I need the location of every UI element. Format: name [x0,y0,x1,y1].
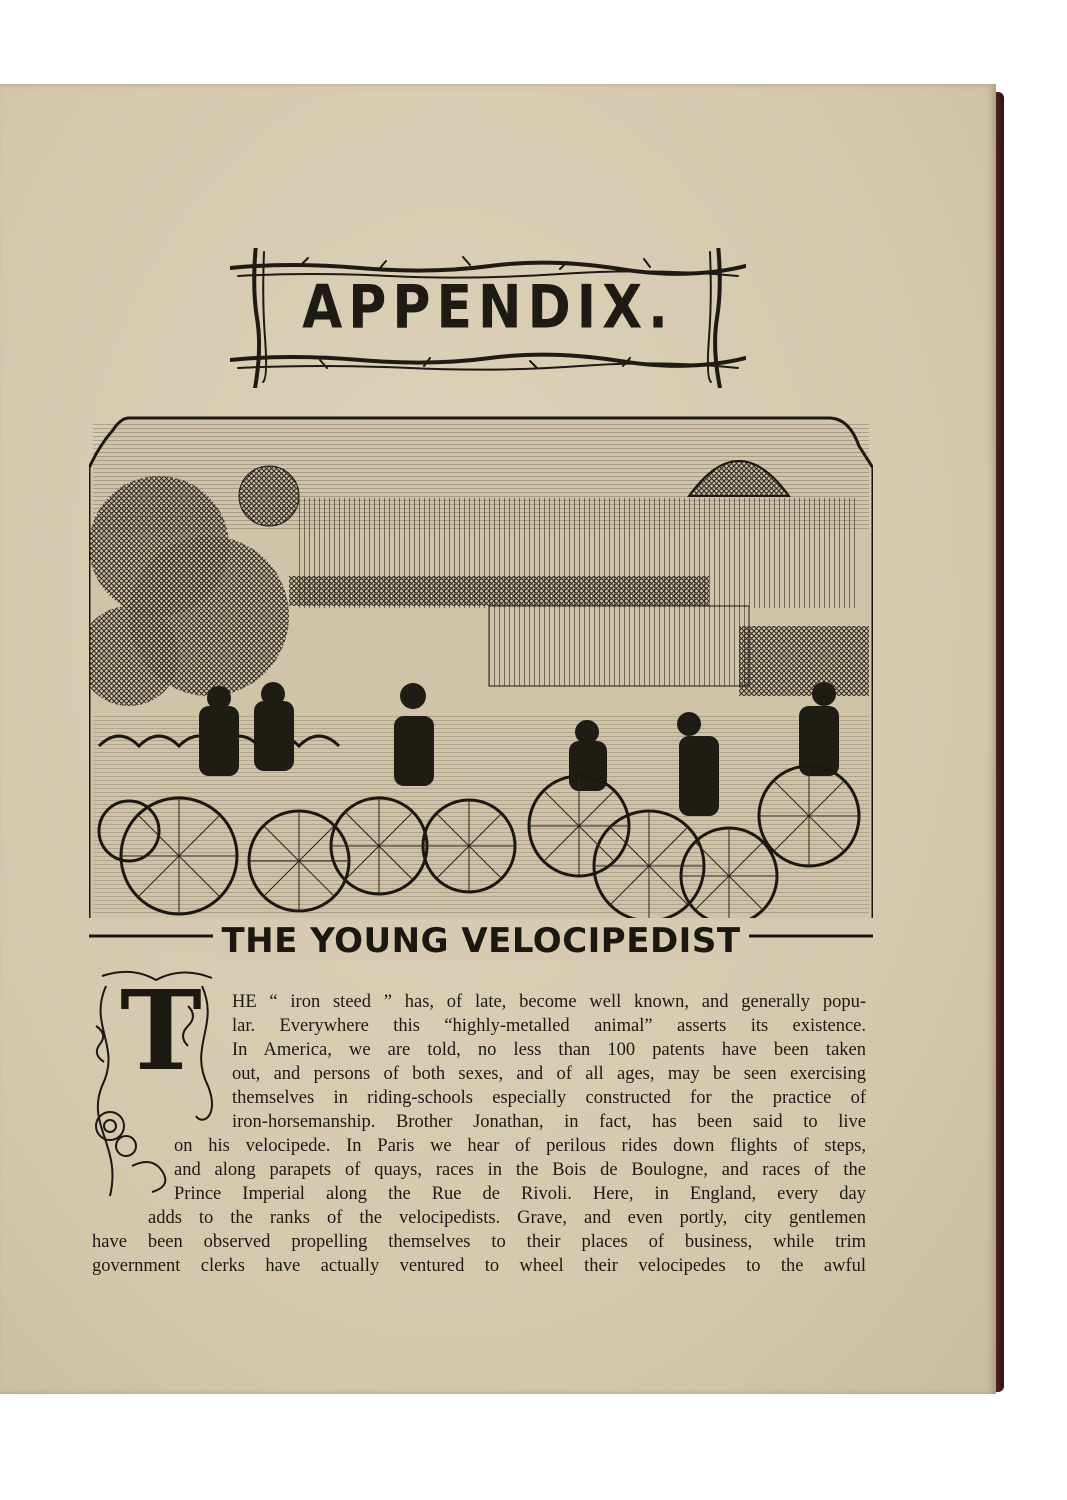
illustration-caption [89,921,873,961]
text-line-9: Prince Imperial along the Rue de Rivoli. Here, in England, every day [174,1184,866,1204]
text-line-10: adds to the ranks of the velocipedists. Grave, and even portly, city gentlemen [148,1208,866,1228]
velocipede-engraving [89,416,873,961]
appendix-title-frame [230,248,746,378]
text-line-8: and along parapets of quays, races in the Bois de Boulogne, and races of the [174,1160,866,1180]
illustration-caption-text: THE YOUNG VELOCIPEDIST [213,921,748,961]
text-line-1: HE “ iron steed ” has, of late, become well known, and generally popu- [232,992,866,1012]
appendix-title: APPENDIX. [302,273,674,343]
text-line-6: iron-horsemanship. Brother Jonathan, in fact, has been said to live [232,1112,866,1132]
crystal-palace-cyclists-illustration [89,416,873,956]
text-line-7: on his velocipede. In Paris we hear of perilous rides down flights of steps, [174,1136,866,1156]
text-line-4: out, and persons of both sexes, and of all ages, may be seen exercising [232,1064,866,1084]
text-line-12: government clerks have actually ventured to wheel their velocipedes to the awful [92,1256,866,1276]
text-line-5: themselves in riding-schools especially constructed for the practice of [232,1088,866,1108]
drop-cap-letter: T [120,966,202,1095]
text-line-3: In America, we are told, no less than 100 patents have been taken [232,1040,866,1060]
text-line-11: have been observed propelling themselves to their places of business, while trim [92,1232,866,1252]
text-line-2: lar. Everywhere this “highly-metalled animal” asserts its existence. [232,1016,866,1036]
